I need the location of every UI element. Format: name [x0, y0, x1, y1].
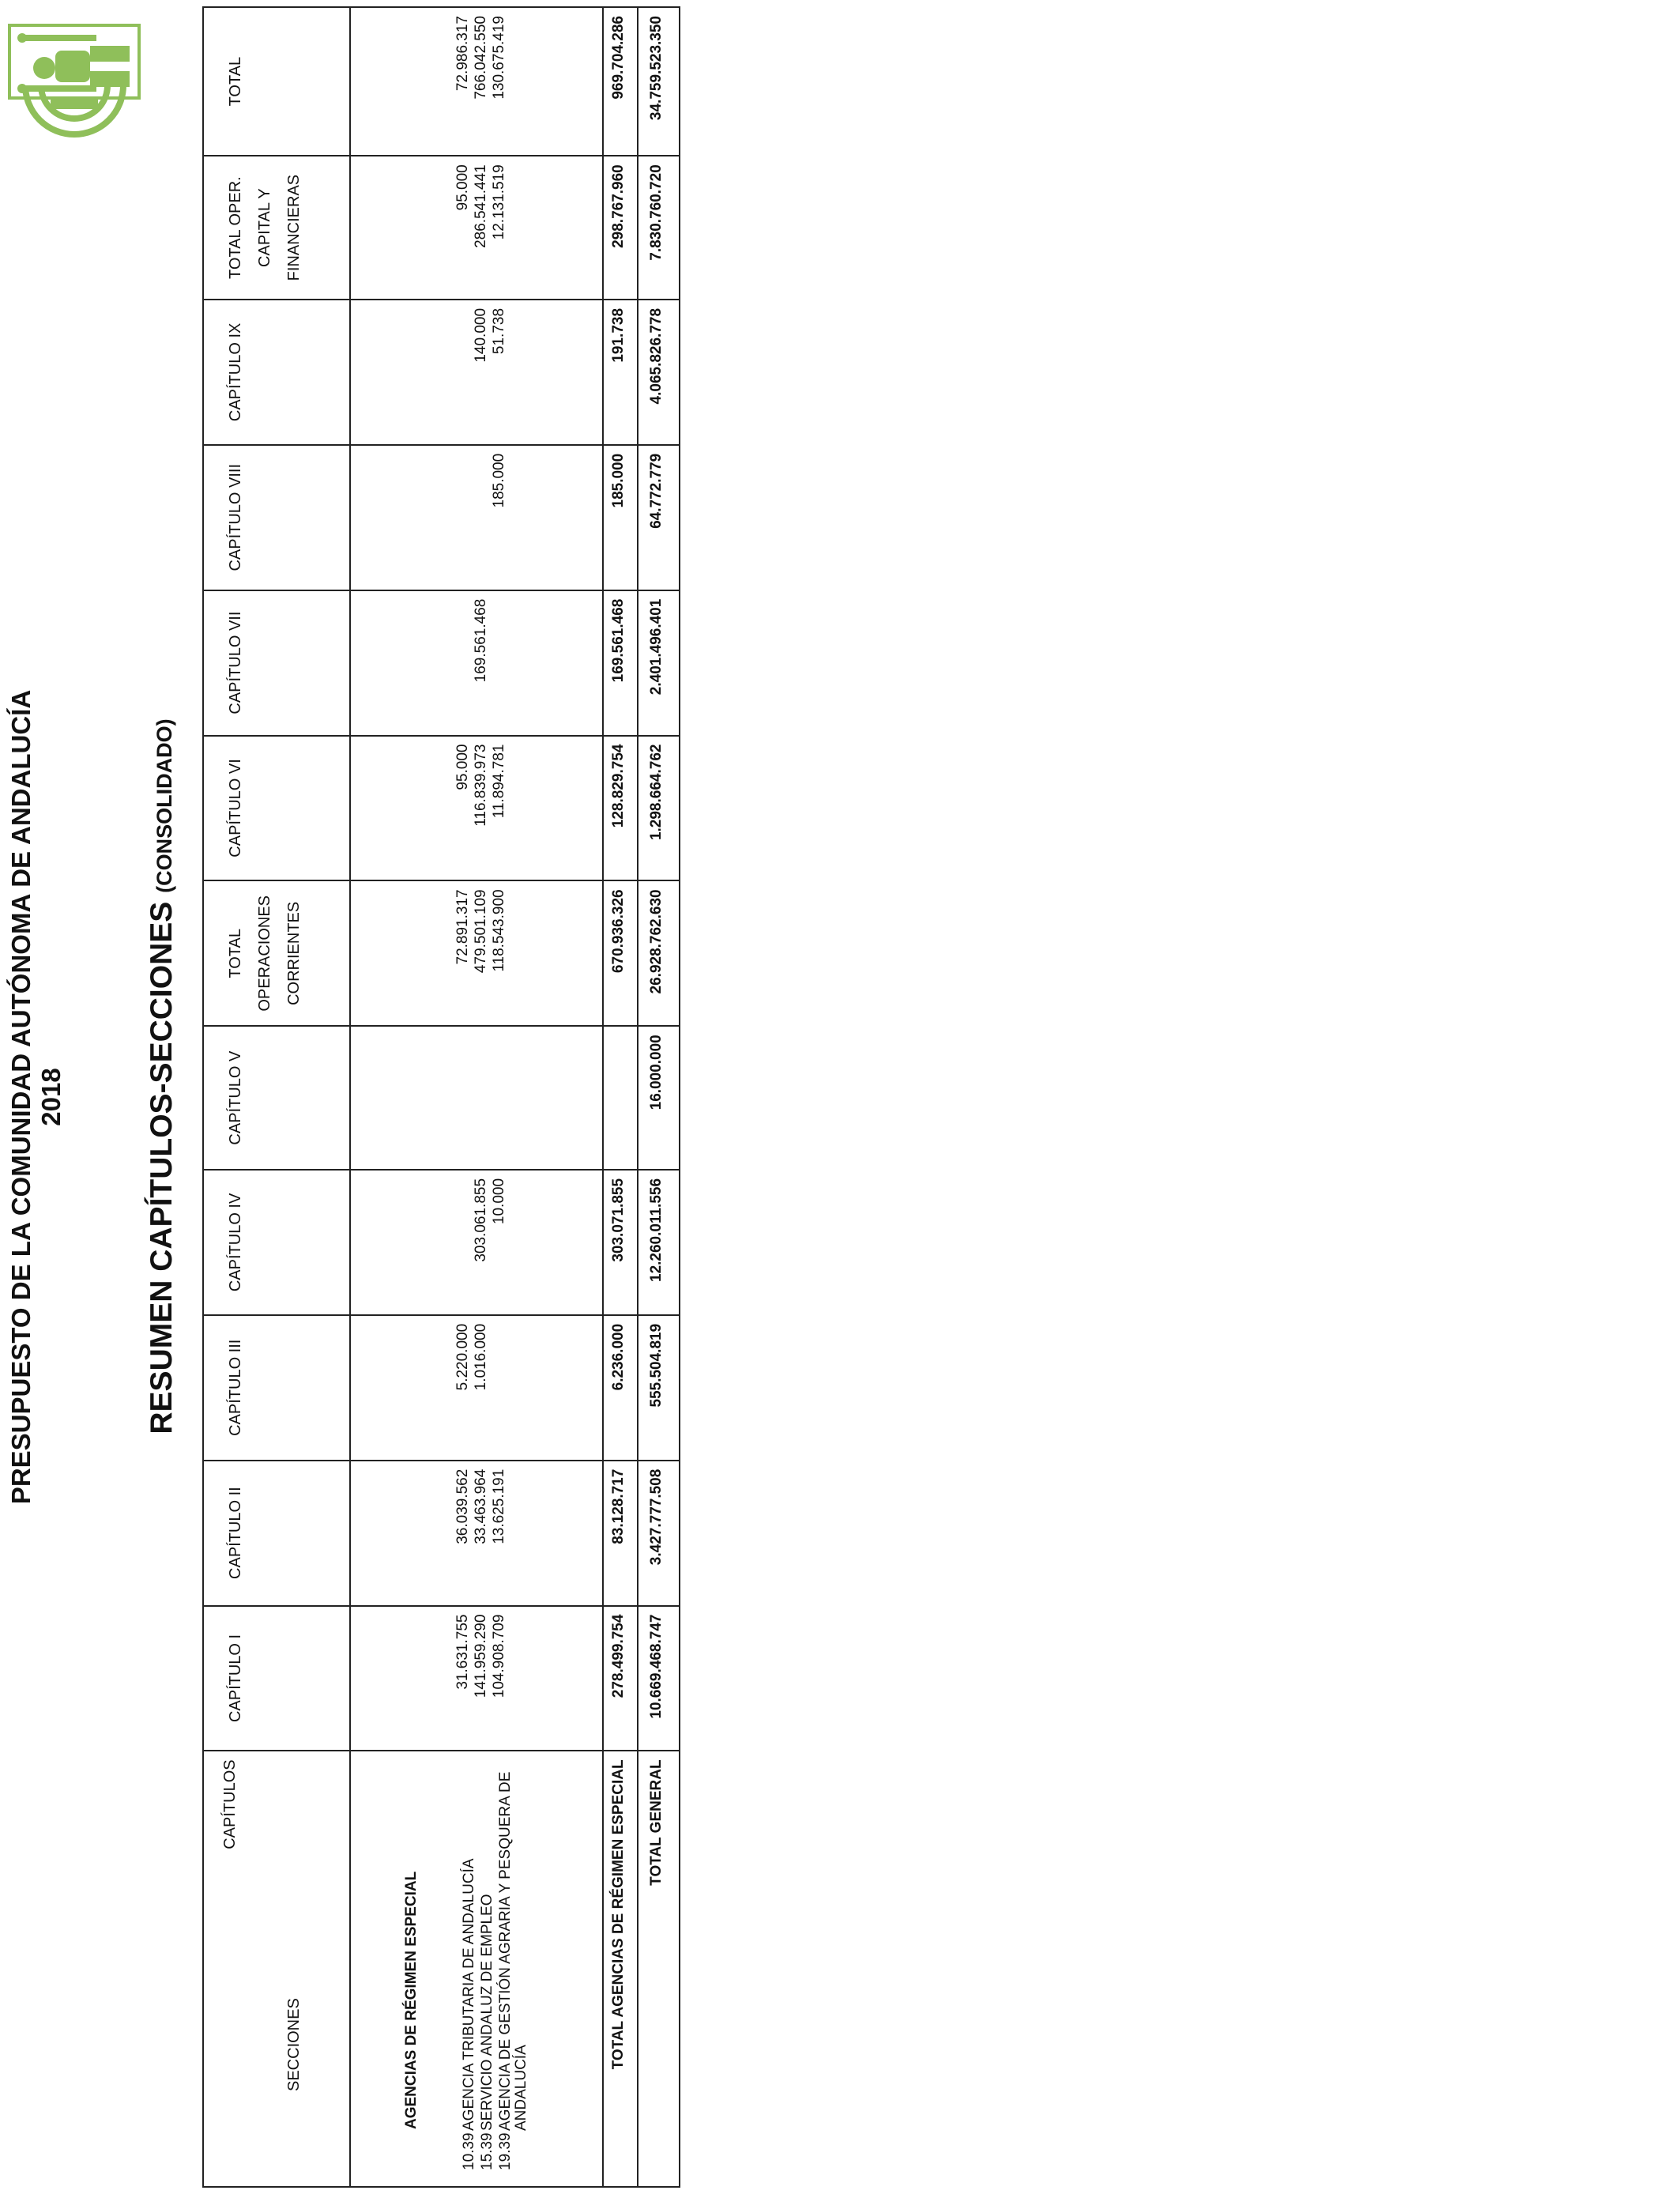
header-cap9: CAPÍTULO IX: [203, 300, 350, 445]
agency-line: [480, 1894, 495, 2170]
header-total-corrientes: [203, 880, 350, 1026]
header-cap8: CAPÍTULO VIII: [203, 445, 350, 590]
grand-total-label: TOTAL GENERAL: [638, 1751, 680, 2187]
cell-value: 95.000: [454, 744, 471, 790]
header-cap5: CAPÍTULO V: [203, 1026, 350, 1170]
grand-total-row: [638, 7, 680, 2187]
cell-value: 1.016.000: [473, 1323, 489, 1391]
subtotal-cap1: 278.499.754: [603, 1606, 638, 1751]
cell-value: [454, 599, 472, 735]
cell-value: 286.541.441: [473, 164, 489, 248]
cell-value: 51.738: [491, 307, 507, 355]
cell-value: [490, 599, 508, 735]
cell-value: [490, 1324, 508, 1460]
grand-total-cap4: 12.260.011.556: [638, 1170, 680, 1315]
grand-total-cap5: 16.000.000: [638, 1026, 680, 1170]
col-cap8: [350, 445, 603, 590]
agency-name-cont: ANDALUCÍA: [513, 2045, 529, 2131]
cell-value: 12.131.519: [491, 164, 507, 240]
document-title: PRESUPUESTO DE LA COMUNIDAD AUTÓNOMA DE ANDALUCÍA 2018: [6, 689, 66, 1505]
subtotal-row: [603, 7, 638, 2187]
header-cap1: CAPÍTULO I: [203, 1606, 350, 1751]
grand-total-cap3: 555.504.819: [638, 1315, 680, 1461]
cell-value: 169.561.468: [473, 598, 489, 683]
agency-line: [498, 1772, 529, 2170]
agency-code: 15.39: [479, 2132, 495, 2170]
subtotal-cap5: [603, 1026, 638, 1170]
cell-value: [454, 1178, 472, 1314]
header-tot-cap-line2: CAPITAL Y: [256, 188, 273, 267]
subtotal-cap9: 191.738: [603, 300, 638, 445]
cell-value: 36.039.562: [454, 1468, 471, 1544]
grand-total-total-corrientes: 26.928.762.630: [638, 880, 680, 1026]
agency-line: [461, 1858, 477, 2170]
group-title: AGENCIAS DE RÉGIMEN ESPECIAL: [403, 1871, 420, 2129]
cell-value: 13.625.191: [491, 1468, 507, 1544]
grand-total-cap8: 64.772.779: [638, 445, 680, 590]
cell-value: 104.908.709: [491, 1614, 507, 1698]
cell-value: 479.501.109: [473, 889, 489, 974]
cell-value: 33.463.964: [473, 1468, 489, 1544]
header-cap3: CAPÍTULO III: [203, 1315, 350, 1461]
cell-value: [454, 1035, 472, 1169]
header-cap7: CAPÍTULO VII: [203, 590, 350, 736]
agencies-body-row: [350, 7, 603, 2187]
header-total: TOTAL: [203, 7, 350, 156]
cell-value: 72.891.317: [454, 889, 471, 965]
cell-value: [454, 308, 472, 444]
junta-andalucia-logo: [3, 21, 145, 187]
cell-value: 31.631.755: [454, 1614, 471, 1690]
header-tot-corr-line2: OPERACIONES: [256, 895, 273, 1012]
cell-value: [490, 1035, 508, 1169]
agency-name: AGENCIA DE GESTIÓN AGRARIA Y PESQUERA DE: [497, 1771, 514, 2131]
agency-name: SERVICIO ANDALUZ DE EMPLEO: [479, 1894, 495, 2131]
col-cap4: [350, 1170, 603, 1315]
cell-value: 130.675.419: [491, 16, 507, 100]
col-cap7: [350, 590, 603, 736]
subtotal-cap6: 128.829.754: [603, 736, 638, 881]
header-total-capital: [203, 156, 350, 300]
cell-value: 140.000: [473, 307, 489, 363]
grand-total-cap2: 3.427.777.508: [638, 1461, 680, 1606]
cell-value: 116.839.973: [473, 744, 489, 827]
cell-value: 303.061.855: [473, 1178, 489, 1262]
cell-value: 95.000: [454, 164, 471, 211]
cell-value: 118.543.900: [491, 889, 507, 972]
chapters-sections-table: [202, 6, 680, 2188]
grand-total-total: 34.759.523.350: [638, 7, 680, 156]
subtotal-total-capital: 298.767.960: [603, 156, 638, 300]
cell-value: [472, 1035, 490, 1169]
header-tot-cap-line1: TOTAL OPER.: [227, 176, 244, 279]
col-cap6: [350, 736, 603, 881]
subtotal-cap8: 185.000: [603, 445, 638, 590]
header-tot-corr-line3: CORRIENTES: [285, 901, 303, 1005]
cell-value: 141.959.290: [473, 1614, 489, 1698]
subtotal-cap4: 303.071.855: [603, 1170, 638, 1315]
subtotal-cap7: 169.561.468: [603, 590, 638, 736]
header-cap2: CAPÍTULO II: [203, 1461, 350, 1606]
document-subtitle: [145, 515, 179, 1638]
header-row: [203, 7, 350, 2187]
cell-value: 11.894.781: [491, 744, 507, 819]
subtotal-total: 969.704.286: [603, 7, 638, 156]
subtitle-note: (CONSOLIDADO): [153, 718, 176, 893]
agency-code: 19.39: [497, 2132, 514, 2170]
subtotal-total-corrientes: 670.936.326: [603, 880, 638, 1026]
col-cap9: [350, 300, 603, 445]
col-total-corrientes: [350, 880, 603, 1026]
col-cap1: [350, 1606, 603, 1751]
cell-value: 766.042.550: [473, 16, 489, 100]
subtitle-main: RESUMEN CAPÍTULOS-SECCIONES: [145, 901, 179, 1434]
header-tot-cap-line3: FINANCIERAS: [285, 174, 303, 281]
header-tot-corr-line1: TOTAL: [227, 929, 244, 978]
cell-value: 72.986.317: [454, 16, 471, 92]
col-cap5: [350, 1026, 603, 1170]
grand-total-cap6: 1.298.664.762: [638, 736, 680, 881]
grand-total-total-capital: 7.830.760.720: [638, 156, 680, 300]
cell-value: 5.220.000: [454, 1323, 471, 1391]
subtotal-cap2: 83.128.717: [603, 1461, 638, 1606]
cell-value: 10.000: [491, 1178, 507, 1225]
header-secciones: SECCIONES: [285, 1998, 303, 2091]
grand-total-cap1: 10.669.468.747: [638, 1606, 680, 1751]
header-sections-cell: [203, 1751, 350, 2187]
header-cap6: CAPÍTULO VI: [203, 736, 350, 881]
cell-value: [472, 454, 490, 590]
col-cap3: [350, 1315, 603, 1461]
grand-total-cap7: 2.401.496.401: [638, 590, 680, 736]
agencies-list-cell: [350, 1751, 603, 2187]
subtotal-label: TOTAL AGENCIAS DE RÉGIMEN ESPECIAL: [603, 1751, 638, 2187]
col-total-capital: [350, 156, 603, 300]
grand-total-cap9: 4.065.826.778: [638, 300, 680, 445]
col-total: [350, 7, 603, 156]
header-cap4: CAPÍTULO IV: [203, 1170, 350, 1315]
cell-value: 185.000: [491, 453, 507, 508]
col-cap2: [350, 1461, 603, 1606]
cell-value: [454, 454, 472, 590]
agency-code: 10.39: [461, 2132, 477, 2170]
subtotal-cap3: 6.236.000: [603, 1315, 638, 1461]
agency-name: AGENCIA TRIBUTARIA DE ANDALUCÍA: [461, 1858, 477, 2131]
header-capitulos: CAPÍTULOS: [221, 1759, 239, 1849]
